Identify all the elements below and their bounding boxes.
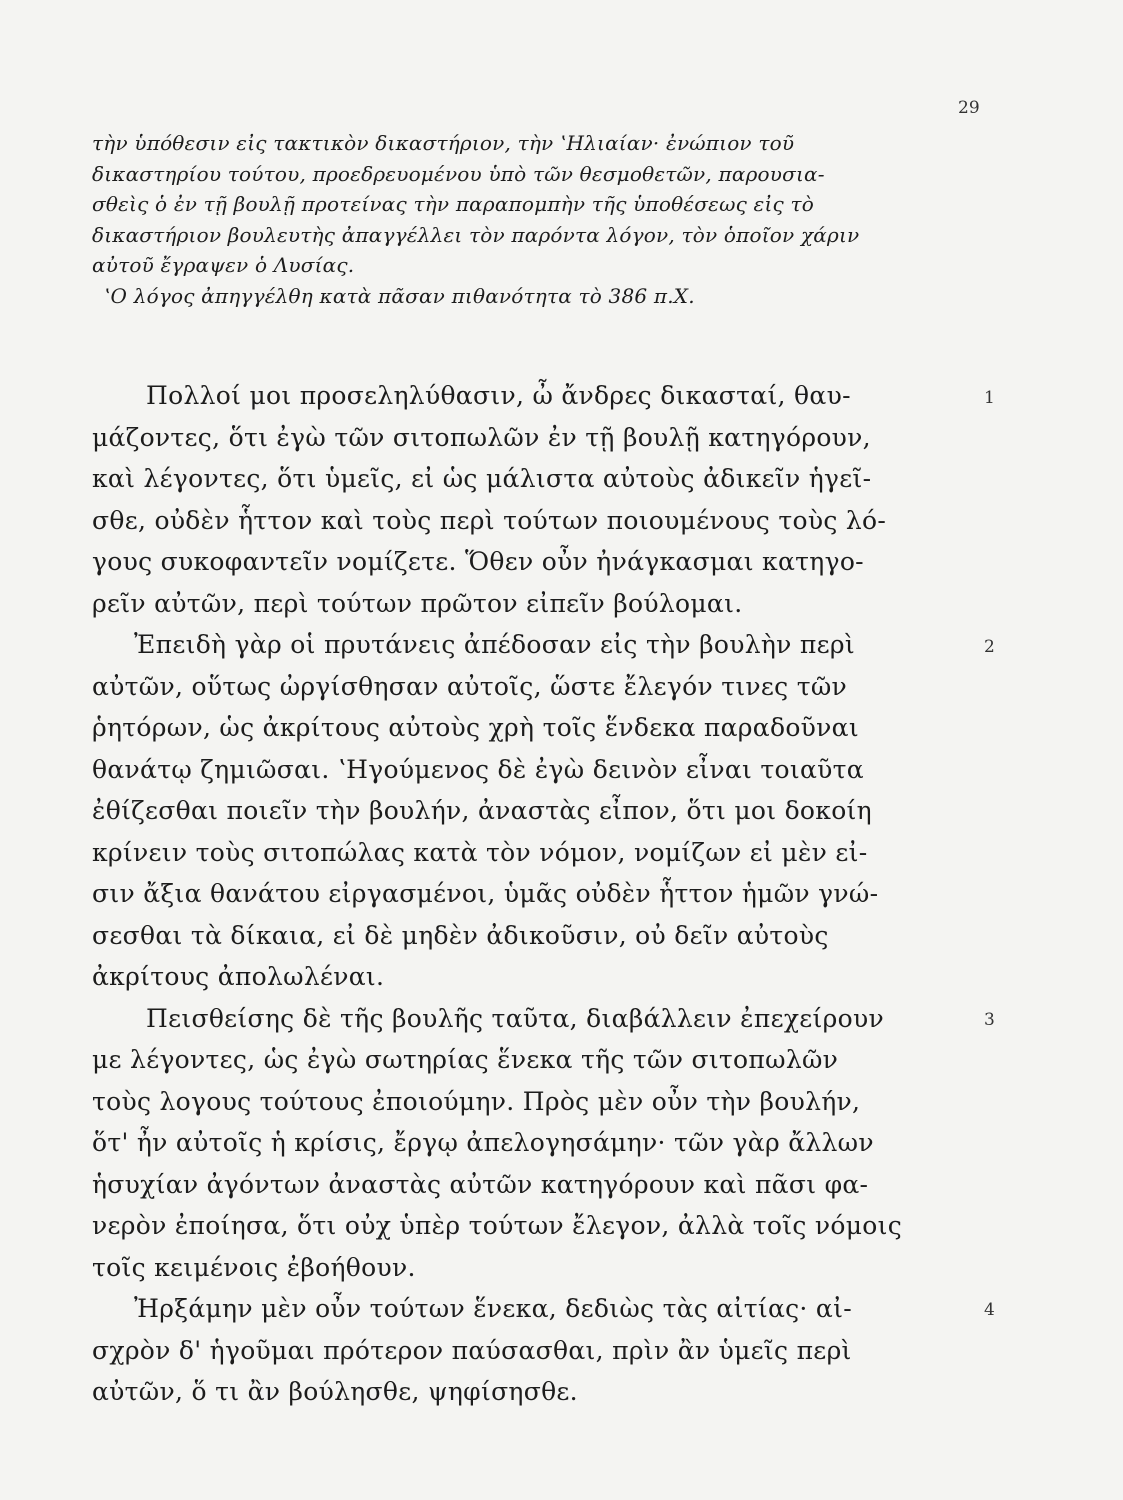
introduction — [92, 128, 992, 311]
intro-line: δικαστήριον βουλευτὴς ἀπαγγέλλει τὸν παρόντα λόγον, τὸν ὁποῖον χάριν — [92, 222, 860, 247]
paragraph-line: ῥητόρων, ὡς ἀκρίτους αὐτοὺς χρὴ τοῖς ἕνδεκα παραδοῦναι — [92, 713, 859, 742]
paragraph-line: θανάτῳ ζημιῶσαι. ʽΗγούμενος δὲ ἐγὼ δεινὸν εἶναι τοιαῦτα — [92, 754, 864, 784]
paragraph-line: αὐτῶν, οὕτως ὠργίσθησαν αὐτοῖς, ὥστε ἔλεγόν τινες τῶν — [92, 671, 848, 701]
paragraph-line: τοῖς κειμένοις ἐβοήθουν. — [92, 1252, 416, 1282]
paragraph-line: Ἐπειδὴ γὰρ οἱ πρυτάνεις ἀπέδοσαν εἰς τὴν βουλὴν περὶ — [134, 630, 855, 659]
paragraph-line: σχρὸν δ' ἡγοῦμαι πρότερον παύσασθαι, πρὶν ἂν ὑμεῖς περὶ — [92, 1335, 852, 1365]
paragraph-line: μάζοντες, ὅτι ἐγὼ τῶν σιτοπωλῶν ἐν τῇ βουλῇ κατηγόρουν, — [92, 422, 871, 452]
paragraph-line: νερὸν ἐποίησα, ὅτι οὐχ ὑπὲρ τούτων ἔλεγον, ἀλλὰ τοῖς νόμοις — [92, 1211, 903, 1240]
paragraph-line: σιν ἄξια θανάτου εἰργασμένοι, ὑμᾶς οὐδὲν ἧττον ἡμῶν γνώ- — [92, 879, 879, 908]
paragraph-line: ἀκρίτους ἀπολωλέναι. — [92, 962, 385, 991]
paragraph-line: με λέγοντες, ὡς ἐγὼ σωτηρίας ἕνεκα τῆς τῶν σιτοπωλῶν — [92, 1045, 839, 1074]
speech-text — [92, 375, 992, 1413]
paragraph-line: Πεισθείσης δὲ τῆς βουλῆς ταῦτα, διαβάλλειν ἐπεχείρουν — [146, 1003, 884, 1033]
paragraph-line: τοὺς λογους τούτους ἐποιούμην. Πρὸς μὲν οὖν τὴν βουλήν, — [92, 1086, 861, 1116]
paragraph-line: καὶ λέγοντες, ὅτι ὑμεῖς, εἰ ὡς μάλιστα αὐτοὺς ἀδικεῖν ἡγεῖ- — [92, 464, 872, 493]
section-number: 1 — [984, 388, 995, 408]
paragraph-line: αὐτῶν, ὅ τι ἂν βούλησθε, ψηφίσησθε. — [92, 1377, 578, 1406]
intro-line: δικαστηρίου τούτου, προεδρευομένου ὑπὸ τῶν θεσμοθετῶν, παρουσια- — [92, 161, 825, 186]
intro-line: σθεὶς ὁ ἐν τῇ βουλῇ προτείνας τὴν παραπομπὴν τῆς ὑποθέσεως εἰς τὸ — [92, 192, 814, 216]
paragraph-line: Ἠρξάμην μὲν οὖν τούτων ἕνεκα, δεδιὼς τὰς αἰτίας· αἰ- — [134, 1294, 852, 1323]
paragraph-line: Πολλοί μοι προσεληλύθασιν, ὦ ἄνδρες δικασταί, θαυ- — [146, 381, 851, 410]
paragraph-line: γους συκοφαντεῖν νομίζετε. Ὅθεν οὖν ἠνάγκασμαι κατηγο- — [92, 547, 864, 576]
paragraph-line: ἡσυχίαν ἀγόντων ἀναστὰς αὐτῶν κατηγόρουν καὶ πᾶσι φα- — [92, 1169, 869, 1199]
section-number: 4 — [984, 1300, 995, 1320]
intro-line: αὐτοῦ ἔγραψεν ὁ Λυσίας. — [92, 253, 355, 277]
paragraph-line: κρίνειν τοὺς σιτοπώλας κατὰ τὸν νόμον, νομίζων εἰ μὲν εἰ- — [92, 837, 868, 867]
intro-date-line: ʽΟ λόγος ἀπηγγέλθη κατὰ πᾶσαν πιθανότητα τὸ 386 π.Χ. — [104, 283, 695, 308]
intro-line: τὴν ὑπόθεσιν εἰς τακτικὸν δικαστήριον, τὴν ʽΗλιαίαν· ἐνώπιον τοῦ — [92, 131, 795, 155]
page-number: 29 — [958, 98, 980, 118]
section-number: 2 — [984, 637, 995, 657]
section-number: 3 — [984, 1010, 995, 1030]
paragraph-line: ἐθίζεσθαι ποιεῖν τὴν βουλήν, ἀναστὰς εἶπον, ὅτι μοι δοκοίη — [92, 796, 872, 825]
paragraph-line: ὅτ' ἦν αὐτοῖς ἡ κρίσις, ἔργῳ ἀπελογησάμην· τῶν γὰρ ἄλλων — [92, 1128, 874, 1157]
paragraph-line: σθε, οὐδὲν ἧττον καὶ τοὺς περὶ τούτων ποιουμένους τοὺς λό- — [92, 505, 887, 535]
paragraph-line: σεσθαι τὰ δίκαια, εἰ δὲ μηδὲν ἀδικοῦσιν, οὐ δεῖν αὐτοὺς — [92, 920, 829, 950]
paragraph-line: ρεῖν αὐτῶν, περὶ τούτων πρῶτον εἰπεῖν βούλομαι. — [92, 588, 743, 618]
